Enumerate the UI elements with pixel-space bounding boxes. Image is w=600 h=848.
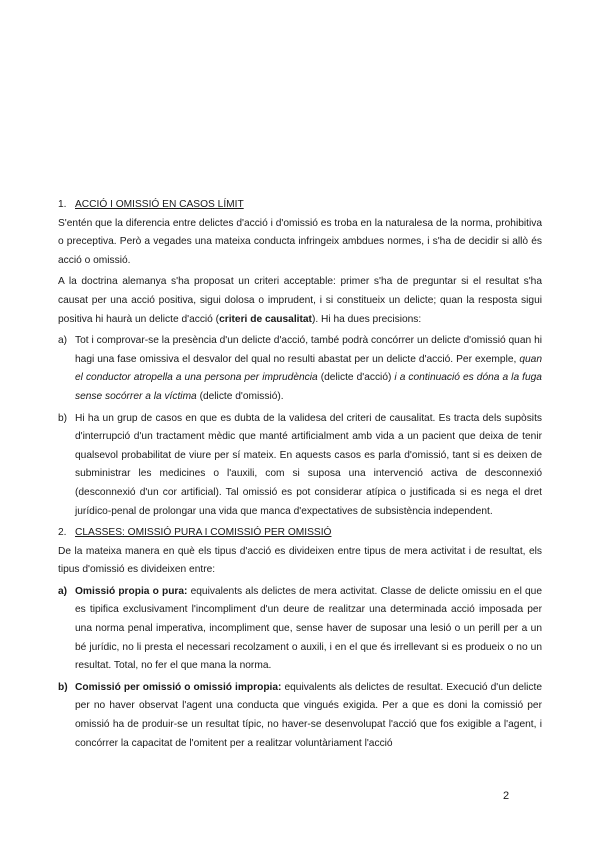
- item-a-example-2: i a continuació es dóna a la fuga sense socórrer a la víctima: [75, 372, 542, 402]
- item-a-text-1: Tot i comprovar-se la presència d'un delicte d'acció, també podrà concórrer un delicte d'omissió quan hi hagi una fase omissiva el desvalor del qual no resulti abastat per un delicte d'acció. Per exemple,: [75, 335, 542, 365]
- item-b-label: b): [58, 412, 68, 424]
- commission-by-omission-term: Comissió per omissió o omissió impropia:: [75, 681, 282, 693]
- section-1-item-a: [58, 332, 542, 406]
- pure-omission-definition: equivalents als delictes de mera activitat. Classe de delicte omissiu en el que es tipifica exclusivament l'incompliment d'un deure de realitzar una determinada acció imposada per una norma penal imperativa, incompliment que, sense haver de suposar una lesió o un perill per a un bé jurídic, no li presta el necessari recolzament o auxili, i en el que és irrellevant si es produeix o no un resultat. Total, no fer el que mana la norma.: [75, 585, 542, 672]
- section-1-item-b: [58, 410, 542, 522]
- section-2-number: 2.: [58, 527, 67, 539]
- section-2-item-b: [58, 679, 542, 753]
- commission-by-omission-definition: equivalents als delictes de resultat. Execució d'un delicte per no haver observat l'agent una conducta que vingués exigida. Per a que es doni la comissió per omissió ha de produir-se un resultat típic, no haver-se desenvolupat l'acció que fos exigible a l'agent, i concórrer la capacitat de l'omitent per a realitzar voluntàriament l'acció: [75, 681, 542, 749]
- pure-omission-term: Omissió propia o pura:: [75, 585, 188, 597]
- section-2-item-b-text: [75, 679, 542, 753]
- page-content: [58, 196, 542, 753]
- page-number: 2: [503, 790, 510, 802]
- section-2-item-a-label: a): [58, 585, 68, 597]
- item-b-text: Hi ha un grup de casos en que es dubta de la validesa del criteri de causalitat. Es tracta dels supòsits d'interrupció d'un tractament mèdic que manté artificialment amb vida a un pacient que deixa de tenir qualsevol probabilitat de viure per sí mateix. En aquests casos es parla d'omissió, tant si es deixen de subministrar les medicines o l'auxili, com si suposa una intervenció activa de desconnexió (desconnexió d'un cor artificial). Tal omissió es pot considerar atípica o justificada si es nega el dret jurídico-penal de prolongar una vida que manca d'expectatives de subsistència independent.: [75, 412, 542, 517]
- paragraph-2-end: ). Hi ha dues precisions:: [311, 313, 422, 325]
- paragraph-2-start: A la doctrina alemanya s'ha proposat un criteri acceptable: primer s'ha de preguntar si el resultat s'ha causat per una acció positiva, sigui dolosa o imprudent, i si constitueix un delicte; quan la resposta sigui positiva hi haurà un delicte d'acció (: [58, 276, 542, 325]
- causality-criterion-term: criteri de causalitat: [219, 313, 312, 325]
- section-2-item-a: [58, 583, 542, 676]
- item-a-label: a): [58, 335, 68, 347]
- section-1-heading: [58, 196, 542, 215]
- item-a-text: [75, 332, 542, 406]
- item-a-text-3: (delicte d'omissió).: [196, 390, 284, 402]
- section-2-item-a-text: [75, 583, 542, 676]
- section-2-intro: De la mateixa manera en què els tipus d'acció es divideixen entre tipus de mera activitat i de resultat, els tipus d'omissió es divideixen entre:: [58, 545, 542, 576]
- section-1-number: 1.: [58, 199, 67, 210]
- section-1-paragraph-1: S'entén que la diferencia entre delictes d'acció i d'omissió es troba en la naturalesa de la norma, prohibitiva o preceptiva. Però a vegades una mateixa conducta infringeix ambdues normes, i s'ha de decidir si allò és acció o omissió.: [58, 217, 542, 266]
- item-a-example-1: quan el conductor atropella a una persona per imprudència: [75, 353, 542, 384]
- section-1-title: ACCIÓ I OMISSIÓ EN CASOS LÍMIT: [75, 199, 244, 210]
- section-2-heading: [58, 524, 542, 543]
- section-2-title: CLASSES: OMISSIÓ PURA I COMISSIÓ PER OMISSIÓ: [75, 527, 332, 539]
- item-a-text-2: (delicte d'acció): [317, 372, 395, 384]
- section-2-item-b-label: b): [58, 681, 68, 693]
- section-1-paragraph-2: [58, 273, 542, 329]
